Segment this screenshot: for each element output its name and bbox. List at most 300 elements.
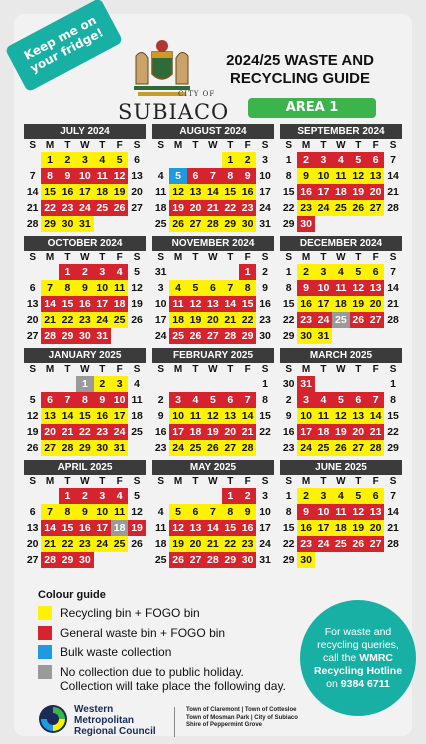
month-grid — [280, 363, 402, 456]
day-cell: 29 — [282, 218, 295, 230]
weekday-label: W — [336, 252, 346, 263]
wmrc-line-1: Western — [74, 704, 114, 715]
month-grid — [24, 363, 146, 456]
month-grid — [152, 251, 274, 344]
legend-item — [38, 665, 298, 693]
day-cell: 16 — [154, 426, 167, 438]
legend-swatch — [38, 626, 52, 640]
weekday-label: T — [99, 364, 106, 375]
weekday-label: S — [285, 476, 293, 487]
day-cell: 1 — [285, 154, 292, 166]
month-title: MARCH 2025 — [280, 348, 402, 363]
day-cell: 11 — [332, 504, 349, 520]
day-cell: 15 — [259, 410, 271, 422]
day-cell: 16 — [297, 184, 314, 200]
day-cell: 14 — [204, 184, 221, 200]
day-cell: 25 — [131, 426, 143, 438]
day-cell: 2 — [297, 488, 314, 504]
weekday-label: W — [336, 476, 346, 487]
day-cell: 25 — [315, 440, 332, 456]
day-cell: 24 — [315, 200, 332, 216]
day-cell: 28 — [26, 218, 39, 230]
day-cell: 16 — [259, 298, 271, 310]
day-cell: 13 — [204, 296, 221, 312]
day-cell: 1 — [222, 488, 239, 504]
day-cell: 12 — [204, 408, 221, 424]
weekday-label: S — [285, 364, 293, 375]
day-cell: 12 — [187, 296, 204, 312]
weekday-label: M — [45, 476, 55, 487]
day-cell: 29 — [222, 552, 239, 568]
legend-item — [38, 645, 288, 659]
weekday-label: T — [227, 140, 234, 151]
footer-divider — [174, 707, 175, 737]
weekday-label: T — [320, 364, 327, 375]
day-cell: 15 — [222, 520, 239, 536]
day-cell: 7 — [239, 392, 256, 408]
weekday-label: W — [80, 140, 90, 151]
empty-cell — [239, 376, 256, 392]
day-cell: 19 — [187, 312, 204, 328]
month-calendar — [152, 460, 274, 568]
day-cell: 1 — [41, 152, 58, 168]
day-cell: 8 — [262, 394, 268, 406]
day-cell: 5 — [187, 280, 204, 296]
day-cell: 24 — [94, 312, 111, 328]
day-cell: 20 — [204, 312, 221, 328]
day-cell: 6 — [187, 504, 204, 520]
weekday-label: W — [336, 364, 346, 375]
empty-cell — [332, 216, 349, 232]
month-grid — [152, 139, 274, 232]
day-cell: 20 — [367, 520, 384, 536]
logo-subiaco: SUBIACO — [118, 100, 230, 124]
empty-cell — [332, 328, 349, 344]
day-cell: 13 — [26, 298, 39, 310]
month-title: APRIL 2025 — [24, 460, 146, 475]
month-calendar — [24, 236, 146, 344]
month-title: OCTOBER 2024 — [24, 236, 146, 251]
day-cell: 2 — [94, 376, 111, 392]
day-cell: 14 — [41, 296, 58, 312]
day-cell: 9 — [297, 504, 314, 520]
day-cell: 20 — [187, 536, 204, 552]
day-cell: 8 — [285, 506, 292, 518]
month-grid — [280, 251, 402, 344]
day-cell: 1 — [76, 376, 93, 392]
day-cell: 17 — [76, 184, 93, 200]
weekday-label: M — [173, 364, 183, 375]
day-cell: 21 — [387, 522, 399, 534]
day-cell: 1 — [285, 490, 292, 502]
weekday-label: S — [157, 476, 165, 487]
wmrc-line-3: Regional Council — [74, 726, 156, 737]
day-cell: 28 — [222, 328, 239, 344]
day-cell: 4 — [332, 488, 349, 504]
day-cell: 14 — [26, 186, 39, 198]
day-cell: 25 — [169, 328, 186, 344]
day-cell: 22 — [282, 538, 295, 550]
day-cell: 26 — [332, 440, 349, 456]
day-cell: 4 — [111, 488, 128, 504]
day-cell: 14 — [239, 408, 256, 424]
weekday-label: T — [355, 476, 362, 487]
day-cell: 26 — [187, 328, 204, 344]
day-cell: 29 — [222, 216, 239, 232]
day-cell: 29 — [282, 330, 295, 342]
day-cell: 17 — [94, 296, 111, 312]
day-cell: 22 — [41, 200, 58, 216]
day-cell: 6 — [367, 264, 384, 280]
month-grid — [280, 475, 402, 568]
day-cell: 15 — [282, 298, 295, 310]
weekday-label: T — [64, 476, 71, 487]
weekday-label: F — [372, 364, 379, 375]
day-cell: 31 — [111, 440, 128, 456]
day-cell: 3 — [315, 264, 332, 280]
day-cell: 9 — [297, 280, 314, 296]
day-cell: 13 — [367, 168, 384, 184]
weekday-label: F — [372, 252, 379, 263]
day-cell: 22 — [222, 200, 239, 216]
towns-line-1: Town of Claremont | Town of Cottesloe — [186, 707, 297, 713]
day-cell: 25 — [332, 536, 349, 552]
towns-line-2: Town of Mosman Park | City of Subiaco — [186, 714, 298, 721]
day-cell: 27 — [222, 440, 239, 456]
empty-cell — [350, 328, 367, 344]
day-cell: 18 — [131, 410, 143, 422]
empty-cell — [350, 552, 367, 568]
day-cell: 7 — [204, 504, 221, 520]
month-title: MAY 2025 — [152, 460, 274, 475]
day-cell: 16 — [239, 520, 256, 536]
hotline-on: on — [326, 678, 338, 690]
weekday-label: T — [355, 140, 362, 151]
day-cell: 6 — [134, 154, 140, 166]
day-cell: 28 — [387, 538, 399, 550]
day-cell: 11 — [155, 522, 167, 534]
day-cell: 30 — [76, 552, 93, 568]
empty-cell — [367, 552, 384, 568]
day-cell: 4 — [315, 392, 332, 408]
day-cell: 18 — [111, 296, 128, 312]
day-cell: 10 — [259, 506, 271, 518]
day-cell: 20 — [367, 296, 384, 312]
day-cell: 8 — [390, 394, 396, 406]
empty-cell — [367, 216, 384, 232]
day-cell: 31 — [94, 328, 111, 344]
day-cell: 7 — [41, 280, 58, 296]
day-cell: 13 — [367, 504, 384, 520]
day-cell: 2 — [262, 266, 268, 278]
day-cell: 15 — [76, 408, 93, 424]
day-cell: 17 — [94, 520, 111, 536]
day-cell: 23 — [297, 536, 314, 552]
day-cell: 17 — [154, 314, 167, 326]
day-cell: 17 — [259, 186, 271, 198]
day-cell: 16 — [297, 296, 314, 312]
day-cell: 18 — [315, 424, 332, 440]
weekday-label: T — [355, 252, 362, 263]
day-cell: 3 — [262, 154, 268, 166]
day-cell: 21 — [59, 424, 76, 440]
day-cell: 6 — [367, 488, 384, 504]
day-cell: 16 — [76, 296, 93, 312]
day-cell: 24 — [94, 536, 111, 552]
day-cell: 22 — [239, 312, 256, 328]
day-cell: 15 — [239, 296, 256, 312]
empty-cell — [94, 552, 111, 568]
day-cell: 30 — [59, 216, 76, 232]
day-cell: 27 — [204, 328, 221, 344]
hotline-phone: 9384 6711 — [340, 678, 390, 690]
empty-cell — [350, 216, 367, 232]
day-cell: 10 — [94, 280, 111, 296]
day-cell: 26 — [350, 312, 367, 328]
day-cell: 31 — [259, 218, 271, 230]
empty-cell — [204, 488, 221, 504]
empty-cell — [111, 552, 128, 568]
day-cell: 18 — [169, 312, 186, 328]
weekday-label: W — [80, 476, 90, 487]
day-cell: 1 — [222, 152, 239, 168]
day-cell: 13 — [367, 280, 384, 296]
day-cell: 14 — [204, 520, 221, 536]
weekday-label: S — [29, 364, 37, 375]
day-cell: 29 — [59, 552, 76, 568]
weekday-label: W — [80, 364, 90, 375]
weekday-label: T — [99, 252, 106, 263]
day-cell: 20 — [41, 424, 58, 440]
day-cell: 11 — [332, 168, 349, 184]
day-cell: 22 — [59, 312, 76, 328]
day-cell: 30 — [76, 328, 93, 344]
day-cell: 1 — [59, 488, 76, 504]
day-cell: 28 — [204, 552, 221, 568]
day-cell: 27 — [367, 200, 384, 216]
day-cell: 2 — [76, 488, 93, 504]
day-cell: 11 — [315, 408, 332, 424]
day-cell: 8 — [285, 282, 292, 294]
weekday-label: S — [389, 140, 397, 151]
month-title: NOVEMBER 2024 — [152, 236, 274, 251]
day-cell: 25 — [187, 440, 204, 456]
day-cell: 23 — [297, 200, 314, 216]
day-cell: 16 — [76, 520, 93, 536]
colour-guide-title: Colour guide — [38, 589, 106, 601]
empty-cell — [367, 376, 384, 392]
month-grid — [24, 475, 146, 568]
weekday-label: S — [133, 252, 141, 263]
day-cell: 5 — [350, 488, 367, 504]
day-cell: 12 — [26, 410, 39, 422]
day-cell: 22 — [59, 536, 76, 552]
day-cell: 27 — [131, 202, 143, 214]
weekday-label: F — [244, 140, 251, 151]
day-cell: 4 — [169, 280, 186, 296]
day-cell: 21 — [367, 424, 384, 440]
day-cell: 14 — [222, 296, 239, 312]
weekday-label: M — [173, 476, 183, 487]
empty-cell — [350, 376, 367, 392]
day-cell: 10 — [297, 408, 314, 424]
day-cell: 3 — [262, 490, 268, 502]
day-cell: 11 — [111, 504, 128, 520]
day-cell: 20 — [26, 314, 39, 326]
day-cell: 13 — [350, 408, 367, 424]
weekday-label: T — [64, 140, 71, 151]
hotline-text: For waste and recycling queries, call the — [317, 626, 399, 664]
weekday-label: F — [372, 476, 379, 487]
day-cell: 13 — [222, 408, 239, 424]
day-cell: 12 — [332, 408, 349, 424]
day-cell: 8 — [59, 280, 76, 296]
weekday-label: M — [301, 364, 311, 375]
day-cell: 26 — [169, 552, 186, 568]
empty-cell — [169, 264, 186, 280]
day-cell: 8 — [41, 168, 58, 184]
day-cell: 20 — [131, 186, 143, 198]
day-cell: 18 — [332, 520, 349, 536]
day-cell: 21 — [41, 312, 58, 328]
day-cell: 2 — [297, 152, 314, 168]
day-cell: 13 — [131, 170, 143, 182]
legend-item — [38, 626, 288, 640]
day-cell: 23 — [154, 442, 167, 454]
day-cell: 9 — [76, 280, 93, 296]
day-cell: 14 — [41, 520, 58, 536]
day-cell: 7 — [41, 504, 58, 520]
empty-cell — [152, 152, 169, 168]
empty-cell — [315, 552, 332, 568]
day-cell: 25 — [332, 312, 349, 328]
day-cell: 9 — [239, 168, 256, 184]
day-cell: 16 — [239, 184, 256, 200]
day-cell: 6 — [29, 506, 36, 518]
empty-cell — [128, 328, 145, 344]
day-cell: 7 — [29, 170, 36, 182]
day-cell: 28 — [41, 552, 58, 568]
weekday-label: T — [192, 364, 199, 375]
day-cell: 28 — [367, 440, 384, 456]
day-cell: 30 — [297, 552, 314, 568]
empty-cell — [204, 264, 221, 280]
day-cell: 19 — [350, 520, 367, 536]
empty-cell — [222, 376, 239, 392]
empty-cell — [41, 376, 58, 392]
day-cell: 9 — [262, 282, 268, 294]
day-cell: 28 — [59, 440, 76, 456]
day-cell: 24 — [259, 538, 271, 550]
legend-label: Recycling bin + FOGO bin — [60, 606, 200, 620]
day-cell: 25 — [111, 312, 128, 328]
weekday-label: T — [99, 140, 106, 151]
weekday-label: F — [244, 364, 251, 375]
month-title: JULY 2024 — [24, 124, 146, 139]
day-cell: 25 — [154, 218, 167, 230]
day-cell: 21 — [387, 186, 399, 198]
day-cell: 3 — [94, 488, 111, 504]
weekday-label: S — [261, 476, 269, 487]
day-cell: 22 — [387, 426, 399, 438]
day-cell: 24 — [76, 200, 93, 216]
empty-cell — [204, 376, 221, 392]
month-calendar — [24, 348, 146, 456]
legend-swatch — [38, 606, 52, 620]
day-cell: 30 — [259, 330, 271, 342]
fridge-badge: Keep me on your fridge! — [5, 0, 124, 92]
weekday-label: T — [64, 252, 71, 263]
weekday-label: S — [261, 252, 269, 263]
day-cell: 22 — [222, 536, 239, 552]
day-cell: 22 — [282, 202, 295, 214]
weekday-label: S — [285, 140, 293, 151]
day-cell: 23 — [239, 536, 256, 552]
day-cell: 8 — [59, 504, 76, 520]
day-cell: 18 — [154, 538, 167, 550]
day-cell: 11 — [111, 280, 128, 296]
day-cell: 10 — [94, 504, 111, 520]
day-cell: 21 — [204, 200, 221, 216]
weekday-label: T — [192, 252, 199, 263]
month-calendar — [152, 124, 274, 232]
day-cell: 11 — [131, 394, 143, 406]
day-cell: 6 — [41, 392, 58, 408]
day-cell: 31 — [259, 554, 271, 566]
day-cell: 17 — [315, 184, 332, 200]
day-cell: 24 — [169, 440, 186, 456]
weekday-label: S — [285, 252, 293, 263]
day-cell: 22 — [259, 426, 271, 438]
day-cell: 31 — [315, 328, 332, 344]
day-cell: 15 — [387, 410, 399, 422]
day-cell: 15 — [282, 186, 295, 198]
towns-line-3: Shire of Peppermint Grove — [186, 722, 263, 728]
empty-cell — [128, 440, 145, 456]
day-cell: 27 — [350, 440, 367, 456]
empty-cell — [169, 376, 186, 392]
empty-cell — [187, 264, 204, 280]
month-calendar — [280, 236, 402, 344]
empty-cell — [367, 328, 384, 344]
day-cell: 5 — [29, 394, 36, 406]
weekday-label: M — [301, 140, 311, 151]
legend-swatch — [38, 645, 52, 659]
logo-city-of: CITY OF — [178, 90, 216, 98]
month-calendar — [280, 124, 402, 232]
weekday-label: W — [80, 252, 90, 263]
day-cell: 5 — [134, 490, 140, 502]
day-cell: 18 — [332, 184, 349, 200]
day-cell: 19 — [169, 200, 186, 216]
day-cell: 10 — [315, 280, 332, 296]
day-cell: 8 — [239, 280, 256, 296]
day-cell: 10 — [169, 408, 186, 424]
weekday-label: T — [64, 364, 71, 375]
day-cell: 23 — [59, 200, 76, 216]
day-cell: 10 — [154, 298, 167, 310]
weekday-label: M — [45, 364, 55, 375]
day-cell: 28 — [239, 440, 256, 456]
day-cell: 26 — [350, 200, 367, 216]
empty-cell — [94, 216, 111, 232]
day-cell: 24 — [315, 312, 332, 328]
day-cell: 22 — [282, 314, 295, 326]
weekday-label: F — [116, 140, 123, 151]
day-cell: 10 — [76, 168, 93, 184]
empty-cell — [41, 488, 58, 504]
day-cell: 6 — [204, 280, 221, 296]
